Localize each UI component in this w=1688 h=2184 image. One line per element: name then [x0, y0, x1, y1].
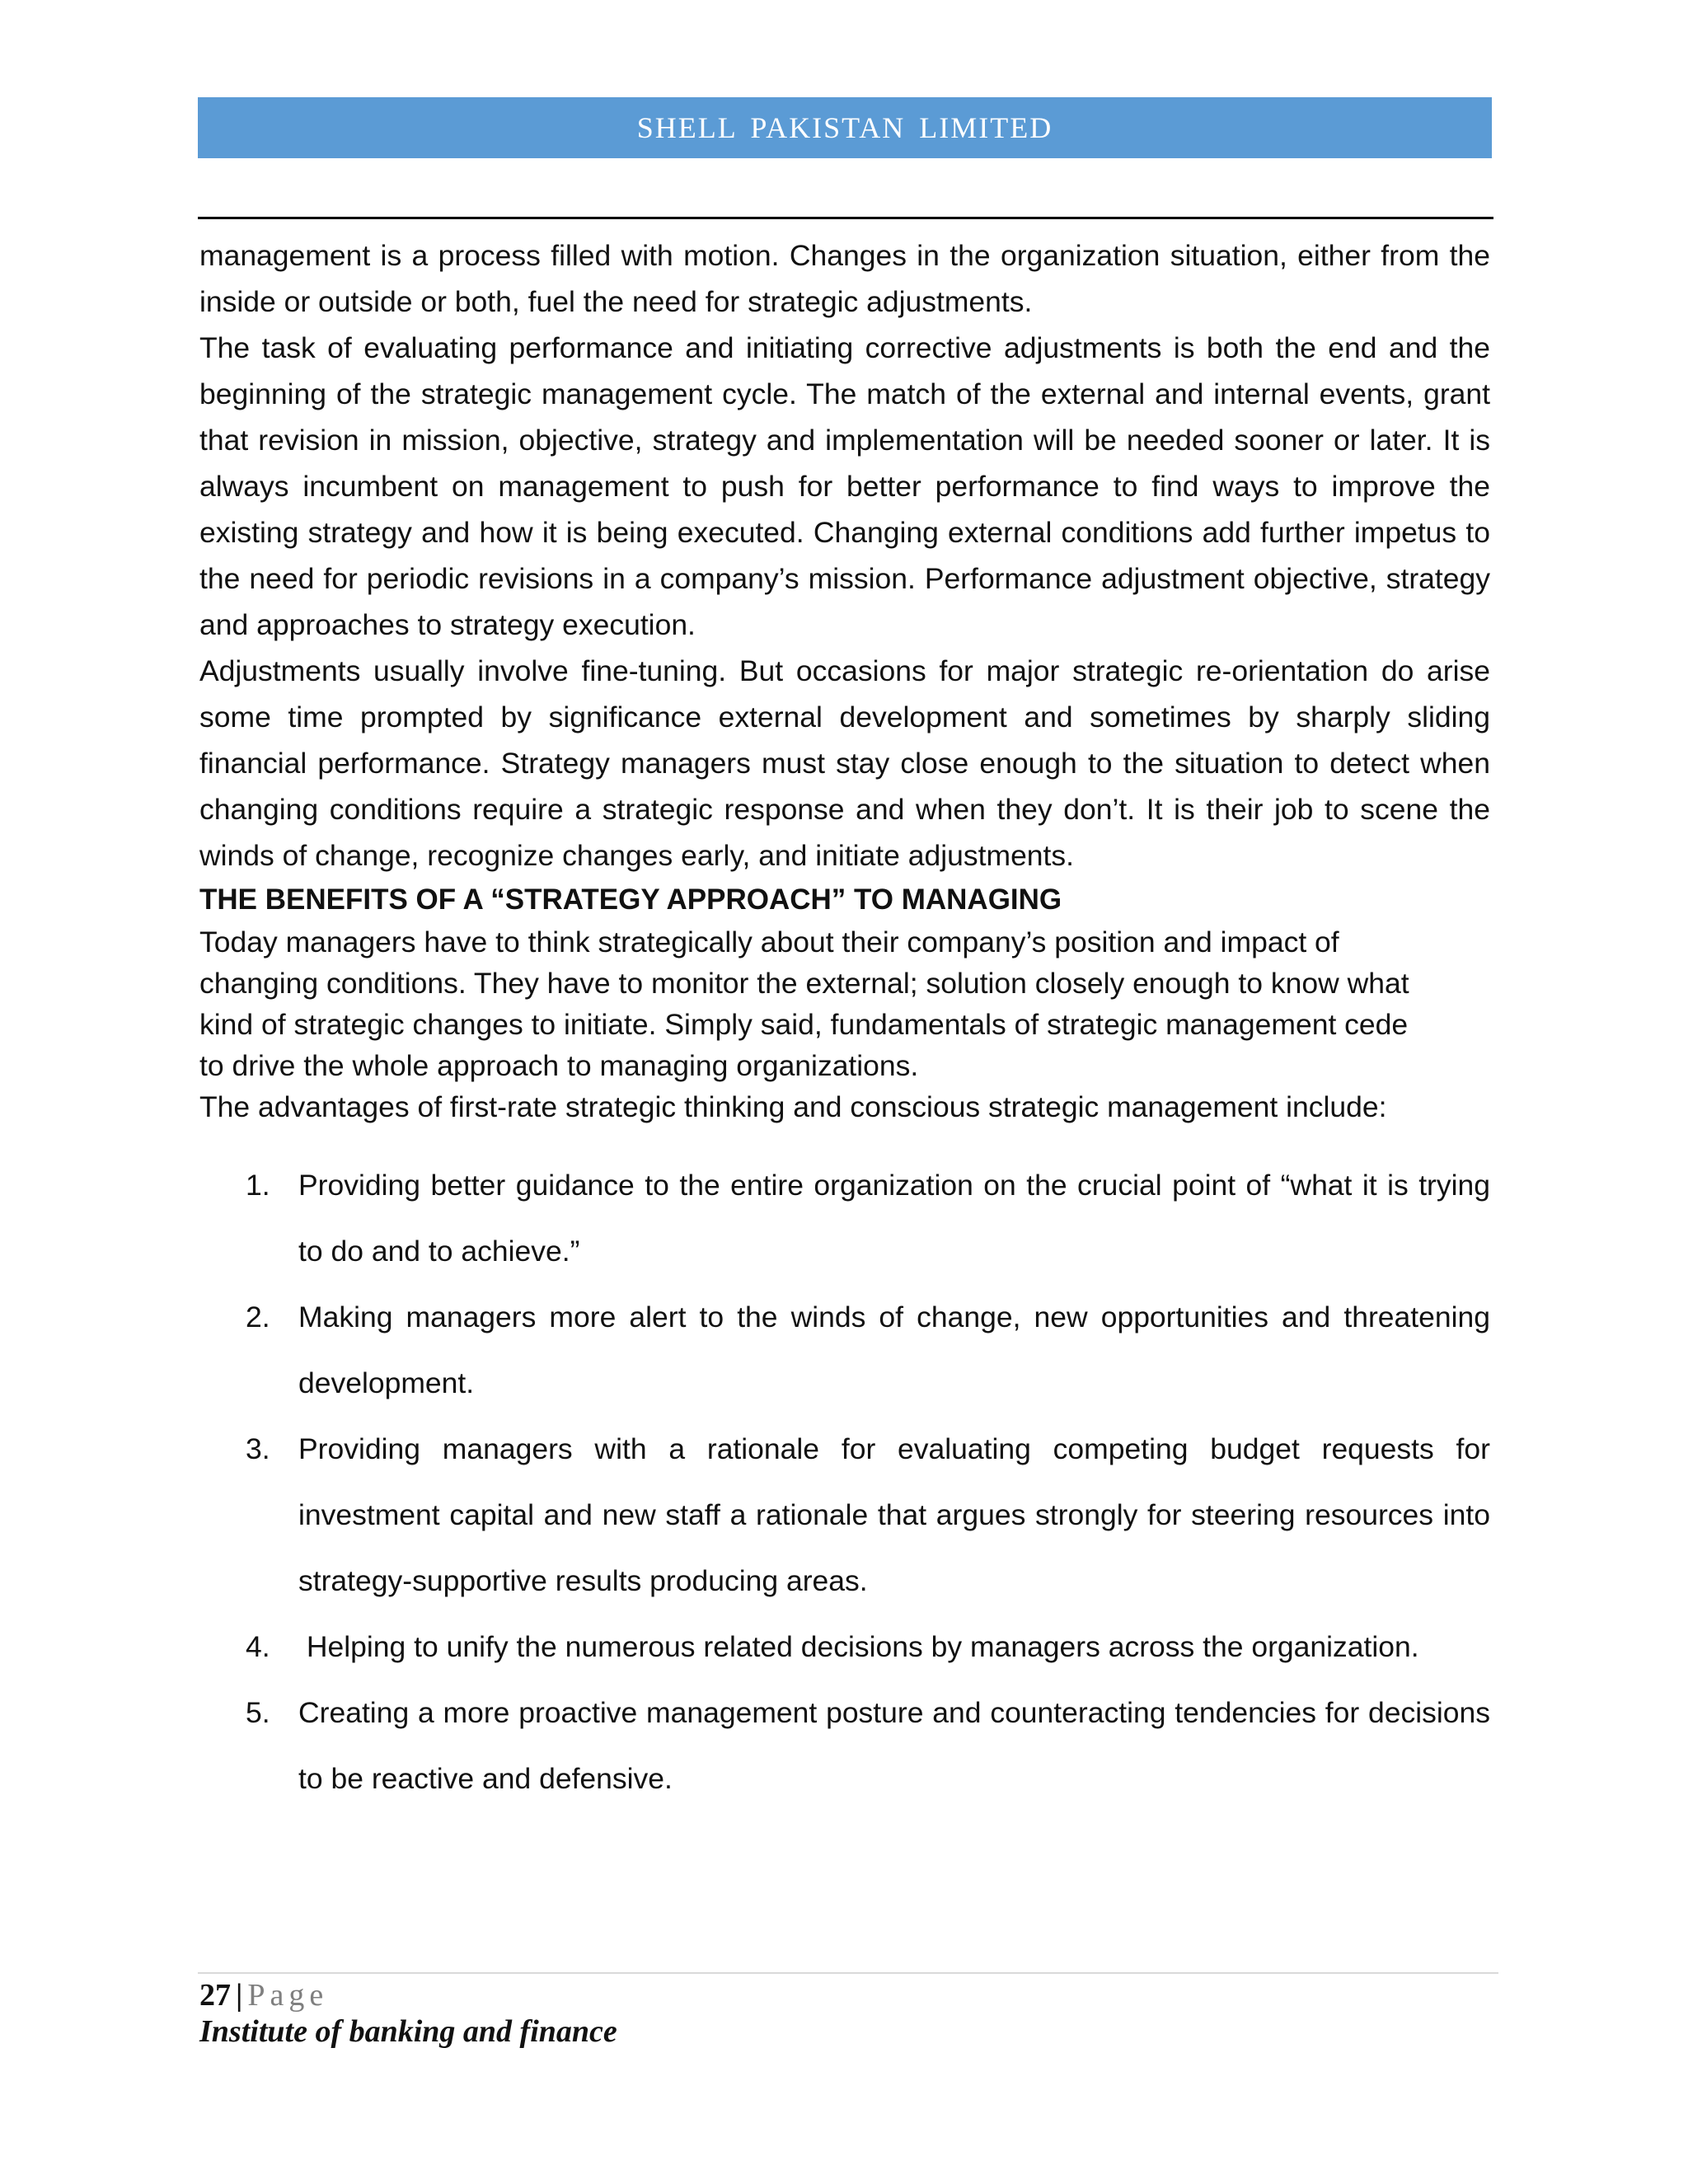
page-number: 27	[199, 1978, 231, 2013]
list-item	[199, 1614, 1490, 1680]
list-item-number: 1.	[246, 1169, 270, 1202]
paragraph-3: Adjustments usually involve fine-tuning. But occasions for major strategic re-orientation do arise some time prompted by significance external development and sometimes by sharply sliding financial performance. Strategy managers must stay close enough to the situation to detect when changing conditions require a strategic response and when they don’t. It is their job to scene the winds of change, recognize changes early, and initiate adjustments.	[199, 654, 1490, 872]
benefits-list	[199, 1152, 1490, 1811]
intro-line-5: The advantages of first-rate strategic thinking and conscious strategic management include:	[199, 1090, 1387, 1123]
list-item	[199, 1416, 1490, 1614]
list-item-text: Providing better guidance to the entire organization on the crucial point of “what it is trying to do and to achieve.”	[298, 1169, 1490, 1268]
footer-divider	[198, 1972, 1498, 1974]
intro-line-1: Today managers have to think strategically about their company’s position and impact of	[199, 926, 1339, 958]
section-heading: THE BENEFITS OF A “STRATEGY APPROACH” TO MANAGING	[199, 883, 1062, 916]
paragraph-2: The task of evaluating performance and initiating corrective adjustments is both the end and the beginning of the strategic management cycle. The match of the external and internal events, grant that revision in mission, objective, strategy and implementation will be needed sooner or later. It is always incumbent on management to push for better performance to find ways to improve the existing strategy and how it is being executed. Changing external conditions add further impetus to the need for periodic revisions in a company’s mission. Performance adjustment objective, strategy and approaches to strategy execution.	[199, 331, 1490, 641]
header-bar	[198, 97, 1492, 158]
list-item-text: Creating a more proactive management posture and counteracting tendencies for decisions to be reactive and defensive.	[298, 1696, 1490, 1795]
intro-line-3: kind of strategic changes to initiate. Simply said, fundamentals of strategic management cede	[199, 1008, 1409, 1041]
list-item-number: 5.	[246, 1696, 270, 1729]
list-item	[199, 1152, 1490, 1284]
list-item-number: 4.	[246, 1630, 270, 1663]
page-header-title: SHELL PAKISTAN LIMITED	[636, 111, 1053, 144]
page-label: Page	[247, 1978, 329, 2013]
list-item-text: Providing managers with a rationale for evaluating competing budget requests for investment capital and new staff a rationale that argues strongly for steering resources into strategy-supportive results producing areas.	[298, 1432, 1490, 1597]
footer-institute: Institute of banking and finance	[199, 2014, 617, 2049]
page-separator: |	[236, 1978, 243, 2013]
paragraph-1: management is a process filled with motion. Changes in the organization situation, either from the inside or outside or both, fuel the need for strategic adjustments.	[199, 239, 1490, 318]
list-item-number: 3.	[246, 1432, 270, 1465]
footer-page-number	[199, 1976, 328, 2014]
intro-line-2: changing conditions. They have to monitor the external; solution closely enough to know what	[199, 967, 1409, 1000]
list-item	[199, 1284, 1490, 1416]
list-item-text: Making managers more alert to the winds of change, new opportunities and threatening development.	[298, 1301, 1490, 1399]
intro-line-4: to drive the whole approach to managing organizations.	[199, 1049, 919, 1082]
list-item-number: 2.	[246, 1301, 270, 1333]
list-item	[199, 1680, 1490, 1811]
list-item-text: Helping to unify the numerous related decisions by managers across the organization.	[298, 1630, 1419, 1663]
header-divider	[198, 217, 1493, 219]
page-content	[199, 232, 1490, 1811]
